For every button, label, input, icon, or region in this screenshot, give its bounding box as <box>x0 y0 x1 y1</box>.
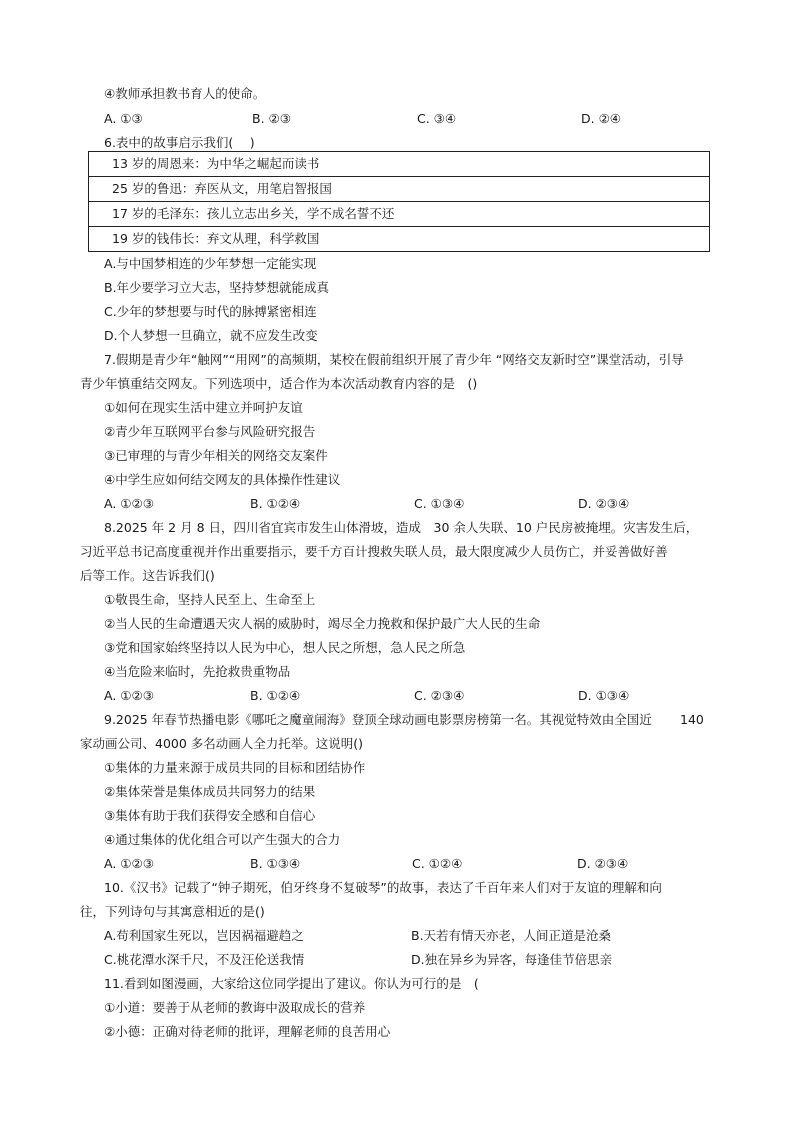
q8-statement-4: ④当危险来临时，先抢救贵重物品 <box>104 664 291 679</box>
q9-stem-line2: 家动画公司、4000 多名动画人全力托举。这说明() <box>80 736 364 751</box>
q7-option-d: D. ②③④ <box>578 496 630 511</box>
q9-statement-2: ②集体荣誉是集体成员共同努力的结果 <box>104 784 316 799</box>
q6-option-c: C.少年的梦想要与时代的脉搏紧密相连 <box>104 304 317 319</box>
q9-statement-3: ③集体有助于我们获得安全感和自信心 <box>104 808 316 823</box>
q10-stem-line2: 往，下列诗句与其寓意相近的是() <box>80 904 265 919</box>
q6-option-b: B.年少要学习立大志，坚持梦想就能成真 <box>104 280 330 295</box>
q9-option-a: A. ①②③ <box>104 856 154 871</box>
q7-option-c: C. ①③④ <box>414 496 465 511</box>
q6-option-a: A.与中国梦相连的少年梦想一定能实现 <box>104 256 317 271</box>
q7-statement-2: ②青少年互联网平台参与风险研究报告 <box>104 424 316 439</box>
q7-option-b: B. ①②④ <box>250 496 301 511</box>
q6-option-d: D.个人梦想一旦确立，就不应发生改变 <box>104 328 318 343</box>
q10-option-b: B.天若有情天亦老，人间正道是沧桑 <box>411 928 612 943</box>
q8-statement-2: ②当人民的生命遭遇天灾人祸的威胁时，竭尽全力挽救和保护最广大人民的生命 <box>104 616 541 631</box>
q10-option-a: A.苟利国家生死以，岂因祸福避趋之 <box>104 928 304 943</box>
q7-stem-line1: 7.假期是青少年“触网”“用网”的高频期，某校在假前组织开展了青少年 “网络交友新时空”课堂活动，引导 <box>104 352 684 367</box>
q9-stem-line1: 9.2025 年春节热播电影《哪吒之魔童闹海》登顶全球动画电影票房榜第一名。其视觉特效由全国近 <box>104 712 652 727</box>
q6-table-cell: 25 岁的鲁迅：弃医从文，用笔启智报国 <box>112 181 332 196</box>
q9-option-c: C. ①②④ <box>412 856 463 871</box>
q6-table-row <box>89 226 709 251</box>
q6-table-row <box>89 152 709 176</box>
q7-option-a: A. ①②③ <box>104 496 154 511</box>
q10-stem-line1: 10.《汉书》记载了“钟子期死，伯牙终身不复破琴”的故事，表达了千百年来人们对于友谊的理解和向 <box>104 880 662 895</box>
q8-option-a: A. ①②③ <box>104 688 154 703</box>
q8-statement-3: ③党和国家始终坚持以人民为中心，想人民之所想，急人民之所急 <box>104 640 466 655</box>
q8-stem-line1: 8.2025 年 2 月 8 日，四川省宜宾市发生山体滑坡，造成 30 余人失联、10 户民房被掩埋。灾害发生后， <box>104 520 699 535</box>
q5-option-a: A. ①③ <box>104 111 143 126</box>
q7-statement-1: ①如何在现实生活中建立并呵护友谊 <box>104 400 303 415</box>
q11-stem: 11.看到如图漫画，大家给这位同学提出了建议。你认为可行的是 ( <box>104 976 479 991</box>
q11-statement-2: ②小德：正确对待老师的批评，理解老师的良苦用心 <box>104 1024 391 1039</box>
q9-stem-number: 140 <box>680 712 704 727</box>
q6-table <box>88 151 710 252</box>
q8-option-b: B. ①②④ <box>250 688 301 703</box>
q9-statement-1: ①集体的力量来源于成员共同的目标和团结协作 <box>104 760 366 775</box>
q9-option-d: D. ②③④ <box>577 856 629 871</box>
q9-option-b: B. ①③④ <box>250 856 301 871</box>
q10-option-c: C.桃花潭水深千尺，不及汪伦送我情 <box>104 952 305 967</box>
q7-statement-4: ④中学生应如何结交网友的具体操作性建议 <box>104 472 341 487</box>
q5-option-c: C. ③④ <box>417 111 457 126</box>
q6-stem: 6.表中的故事启示我们( ) <box>104 135 255 150</box>
q6-table-row <box>89 201 709 226</box>
q8-stem-line2: 习近平总书记高度重视并作出重要指示，要千方百计搜救失联人员，最大限度减少人员伤亡，并妥善做好善 <box>80 544 668 559</box>
q8-statement-1: ①敬畏生命，坚持人民至上、生命至上 <box>104 592 316 607</box>
q10-option-d: D.独在异乡为异客，每逢佳节倍思亲 <box>411 952 613 967</box>
q6-table-cell: 19 岁的钱伟长：弃文从理，科学救国 <box>112 231 320 246</box>
q8-stem-line3: 后等工作。这告诉我们() <box>80 568 215 583</box>
q7-statement-3: ③已审理的与青少年相关的网络交友案件 <box>104 448 328 463</box>
q7-stem-line2: 青少年慎重结交网友。下列选项中，适合作为本次活动教育内容的是 () <box>80 376 478 391</box>
q6-table-row <box>89 176 709 201</box>
q6-table-cell: 13 岁的周恩来：为中华之崛起而读书 <box>112 156 320 171</box>
q6-table-cell: 17 岁的毛泽东：孩儿立志出乡关，学不成名誓不还 <box>112 206 395 221</box>
q5-option-b: B. ②③ <box>252 111 291 126</box>
q8-option-c: C. ②③④ <box>414 688 465 703</box>
q9-statement-4: ④通过集体的优化组合可以产生强大的合力 <box>104 832 341 847</box>
q8-option-d: D. ①③④ <box>578 688 630 703</box>
q5-statement-4: ④教师承担教书育人的使命。 <box>104 86 266 101</box>
q5-option-d: D. ②④ <box>581 111 621 126</box>
q11-statement-1: ①小道：要善于从老师的教诲中汲取成长的营养 <box>104 1000 366 1015</box>
